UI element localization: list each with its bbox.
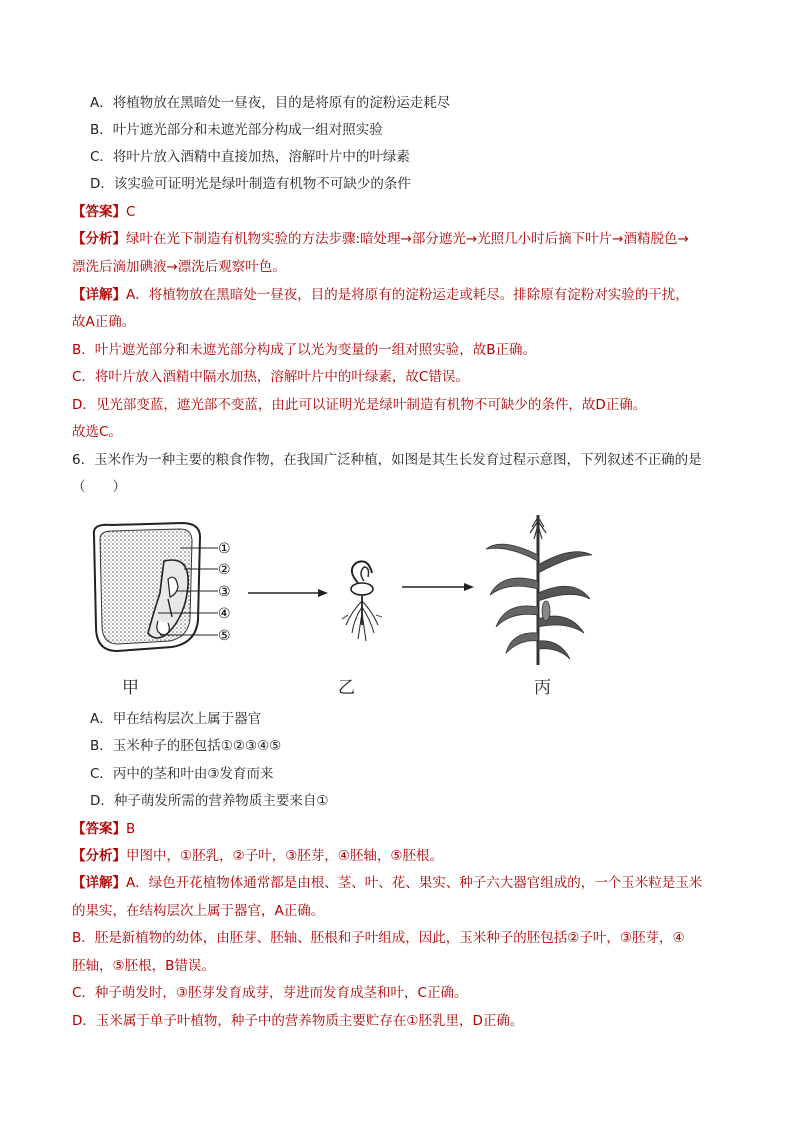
q5-detail-line: 故选C。	[72, 424, 122, 440]
q6-stem-blank: （ ）	[72, 479, 126, 495]
q5-analysis-cont: 漂洗后滴加碘液→漂洗后观察叶色。	[72, 259, 286, 275]
label-4: ④	[218, 606, 231, 622]
corn-diagram-svg	[72, 515, 732, 695]
q5-detail-line: D．见光部变蓝，遮光部不变蓝，由此可以证明光是绿叶制造有机物不可缺少的条件，故D正确。	[72, 397, 647, 413]
arrow-right-icon	[248, 589, 328, 597]
q5-detail	[72, 286, 689, 304]
caption-yi: 乙	[338, 678, 355, 698]
arrow-right-icon	[402, 583, 474, 591]
q6-option-b: B．玉米种子的胚包括①②③④⑤	[90, 738, 282, 754]
label-3: ③	[218, 584, 231, 600]
q5-option-c: C．将叶片放入酒精中直接加热，溶解叶片中的叶绿素	[90, 149, 410, 165]
q5-option-b: B．叶片遮光部分和未遮光部分构成一组对照实验	[90, 122, 383, 138]
answer-tag: 【答案】	[72, 821, 126, 837]
detail-text: A．绿色开花植物体通常都是由根、茎、叶、花、果实、种子六大器官组成的，一个玉米粒是玉米	[126, 875, 703, 891]
q6-answer	[72, 820, 135, 838]
q6-detail-line: C．种子萌发时，③胚芽发育成芽，芽进而发育成茎和叶，C正确。	[72, 985, 468, 1001]
caption-bing: 丙	[534, 678, 551, 698]
corn-seed-figure	[94, 523, 231, 651]
q6-detail-line: B．胚是新植物的幼体，由胚芽、胚轴、胚根和子叶组成，因此，玉米种子的胚包括②子叶，③胚芽，④	[72, 930, 685, 946]
answer-value: B	[126, 821, 136, 837]
corn-growth-diagram	[72, 515, 732, 698]
answer-value: C	[126, 204, 136, 220]
q6-option-c: C．丙中的茎和叶由③发育而来	[90, 766, 274, 782]
q6-option-d: D．种子萌发所需的营养物质主要来自①	[90, 793, 329, 809]
q6-detail-line: 胚轴，⑤胚根，B错误。	[72, 958, 215, 974]
radicle	[157, 621, 169, 635]
seedling-figure	[342, 561, 382, 641]
caption-jia: 甲	[122, 678, 139, 698]
q5-detail-line: 故A正确。	[72, 314, 136, 330]
analysis-text: 绿叶在光下制造有机物实验的方法步骤:暗处理→部分遮光→光照几小时后摘下叶片→酒精脱色→	[126, 231, 689, 247]
analysis-text: 甲图中，①胚乳，②子叶，③胚芽，④胚轴，⑤胚根。	[126, 848, 444, 864]
label-1: ①	[218, 541, 231, 557]
q6-stem: 6．玉米作为一种主要的粮食作物，在我国广泛种植，如图是其生长发育过程示意图，下列叙述不正确的是	[72, 452, 702, 468]
q6-detail-line: 的果实，在结构层次上属于器官，A正确。	[72, 903, 325, 919]
analysis-tag: 【分析】	[72, 848, 126, 864]
q5-option-a: A．将植物放在黑暗处一昼夜，目的是将原有的淀粉运走耗尽	[90, 95, 451, 111]
q6-detail	[72, 874, 702, 892]
label-2: ②	[218, 562, 231, 578]
q5-answer	[72, 203, 135, 221]
detail-tag: 【详解】	[72, 287, 126, 303]
answer-tag: 【答案】	[72, 204, 126, 220]
q6-option-a: A．甲在结构层次上属于器官	[90, 711, 262, 727]
q6-analysis	[72, 847, 443, 865]
q5-detail-line: C．将叶片放入酒精中隔水加热，溶解叶片中的叶绿素，故C错误。	[72, 369, 469, 385]
q6-detail-line: D．玉米属于单子叶植物，种子中的营养物质主要贮存在①胚乳里，D正确。	[72, 1013, 524, 1029]
corn-plant-figure	[486, 515, 592, 665]
label-5: ⑤	[218, 628, 231, 644]
analysis-tag: 【分析】	[72, 231, 126, 247]
detail-tag: 【详解】	[72, 875, 126, 891]
q5-analysis	[72, 230, 689, 248]
q5-option-d: D．该实验可证明光是绿叶制造有机物不可缺少的条件	[90, 176, 411, 192]
detail-text: A．将植物放在黑暗处一昼夜，目的是将原有的淀粉运走或耗尽。排除原有淀粉对实验的干扰，	[126, 287, 689, 303]
q5-detail-line: B．叶片遮光部分和未遮光部分构成了以光为变量的一组对照实验，故B正确。	[72, 342, 537, 358]
